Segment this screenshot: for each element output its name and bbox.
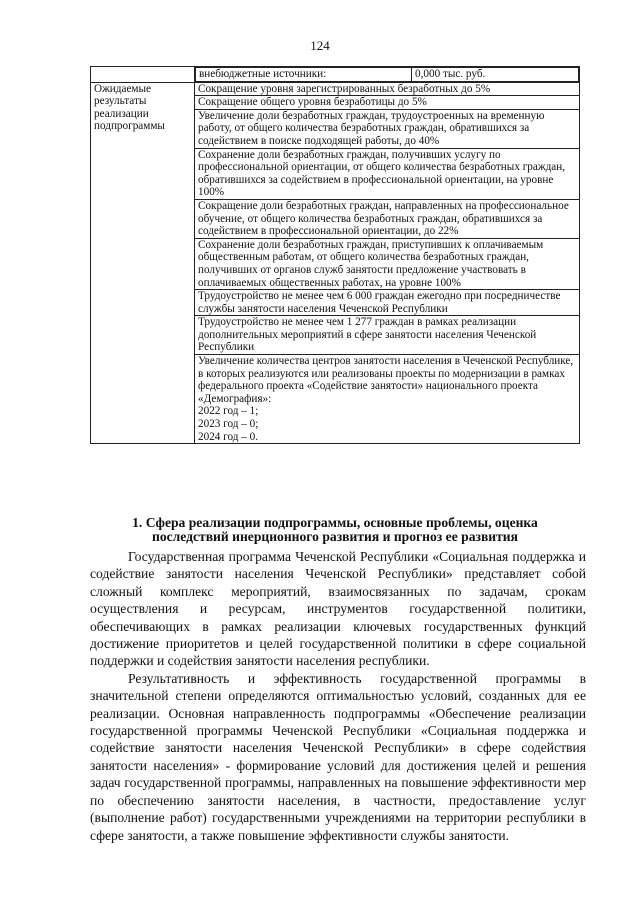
result-item: Сокращение доли безработных граждан, направленных на профессиональное обучение, от общего количества безработных граждан, обратившихся за содействием в профессиональной ориентации, до 22% <box>195 199 580 238</box>
result-item: Сокращение общего уровня безработицы до 5% <box>195 96 580 110</box>
year-value: 2022 год – 1; <box>198 405 259 418</box>
table-row <box>91 82 580 96</box>
funding-inner-table <box>195 67 579 82</box>
paragraph: Государственная программа Чеченской Республики «Социальная поддержка и содействие занятости населения Чеченской Республики» представляет собой сложный комплекс мероприятий, взаимосвязанных по задачам, срокам осуществления и ресурсам, инструментов государственной политики, обеспечивающих в рамках реализации ключевых государственных функций достижение приоритетов и целей государственной политики в сфере социальной поддержки и содействия занятости населения республики. <box>90 549 586 669</box>
result-item: Увеличение доли безработных граждан, трудоустроенных на временную работу, от общего количества безработных граждан, обратившихся за содействием в поиске подходящей работы, до 40% <box>195 109 580 148</box>
table-row <box>91 67 580 83</box>
results-table <box>90 66 580 444</box>
result-item: Сохранение доли безработных граждан, приступивших к оплачиваемым общественным работам, от общего количества безработных граждан, получивших от органов служб занятости предложение участвовать в оплачиваемых общественных работах, на уровне 100% <box>195 238 580 289</box>
page-number: 124 <box>310 38 330 53</box>
result-item-employment-centers <box>195 355 580 444</box>
funding-amount: 0,000 тыс. руб. <box>412 68 579 82</box>
result-item: Трудоустройство не менее чем 1 277 граждан в рамках реализации дополнительных мероприятий в сфере занятости населения Чеченской Республики <box>195 316 580 355</box>
empty-label-cell <box>91 67 195 83</box>
funding-source-label: внебюджетные источники: <box>196 68 412 82</box>
section-label-cell: Ожидаемые результаты реализации подпрограммы <box>91 82 195 444</box>
result-item: Трудоустройство не менее чем 6 000 граждан ежегодно при посредничестве службы занятости населения Чеченской Республики <box>195 290 580 316</box>
year-value: 2023 год – 0; <box>198 418 259 431</box>
result-item: Сокращение уровня зарегистрированных безработных до 5% <box>195 82 580 96</box>
section-title: 1. Сфера реализации подпрограммы, основные проблемы, оценка последствий инерционного развития и прогноз ее развития <box>132 515 538 544</box>
result-item-text: Увеличение количества центров занятости населения в Чеченской Республике, в которых реализуются или реализованы проекты по модернизации в рамках федерального проекта «Содействие занятости» национального проекта «Демография»: <box>198 355 574 405</box>
paragraph: Результативность и эффективность государственной программы в значительной степени определяются оптимальностью условий, созданных для ее реализации. Основная направленность подпрограммы «Обеспечение реализации государственной программы Чеченской Республики «Социальная поддержка и содействие занятости населения Чеченской Республики» в сфере содействия занятости населения» - формирование условий для достижения целей и решения задач государственной программы, направленных на повышение эффективности мер по обеспечению занятости населения, в частности, предоставление услуг (выполнение работ) государственными учреждениями на территории республики в сфере занятости, а также повышение эффективности службы занятости. <box>90 670 586 843</box>
year-value: 2024 год – 0. <box>198 430 259 443</box>
funding-cell <box>195 67 580 83</box>
section-body <box>90 548 586 844</box>
result-item: Сохранение доли безработных граждан, получивших услугу по профессиональной ориентации, от общего количества безработных граждан, обратившихся за содействием в профессиональной ориентации, на уровне 100% <box>195 148 580 199</box>
